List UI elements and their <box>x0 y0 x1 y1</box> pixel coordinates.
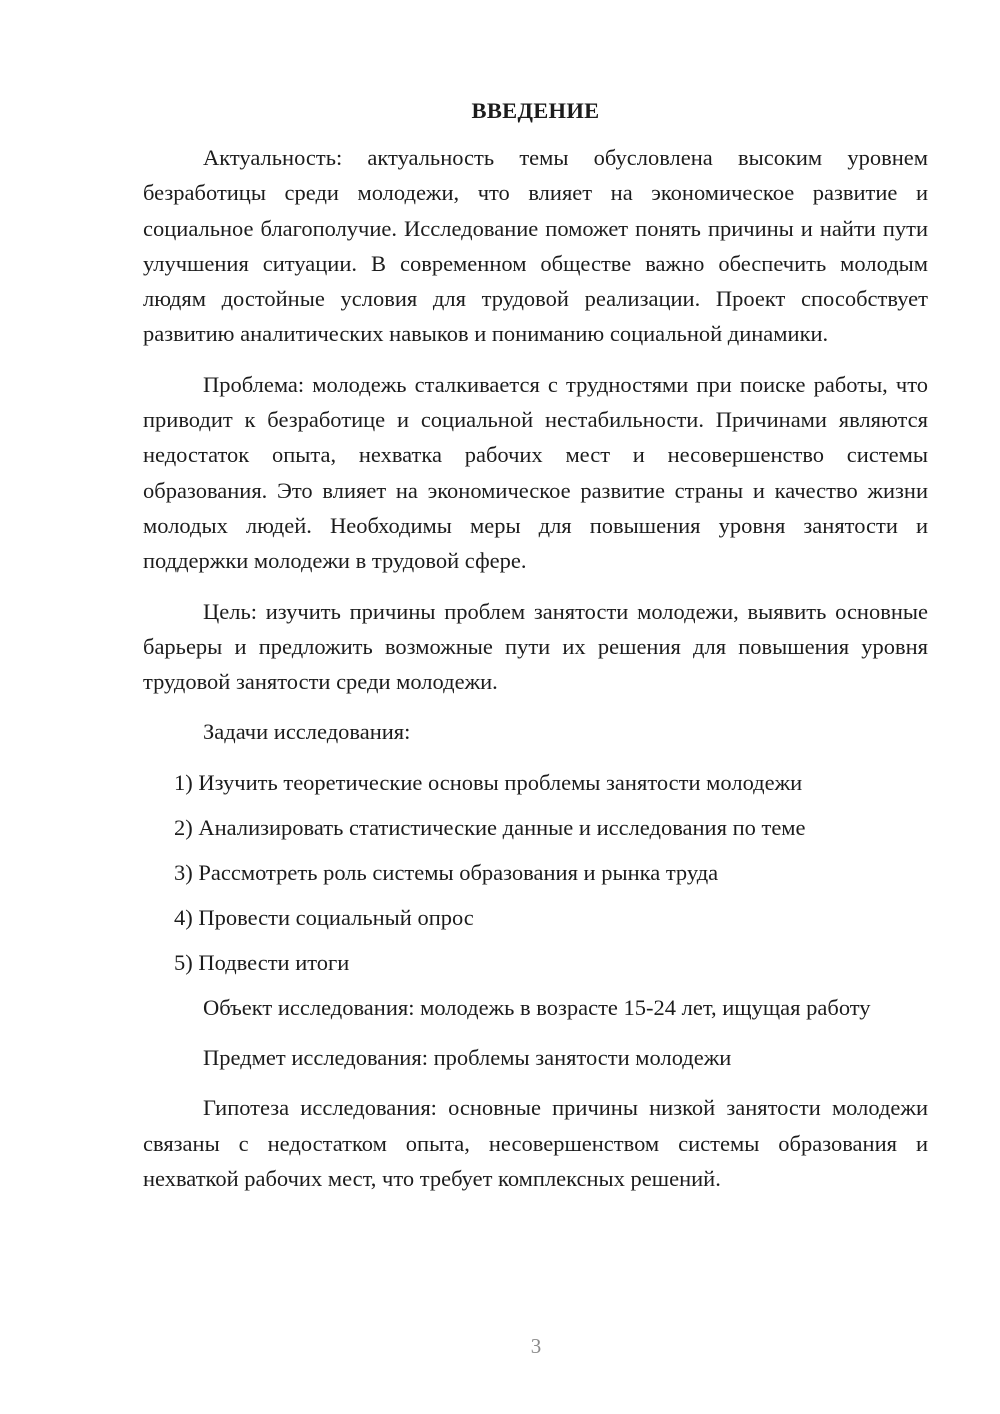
goal-paragraph: Цель: изучить причины проблем занятости молодежи, выявить основные барьеры и предложить возможные пути их решения для повышения уровня трудовой занятости среди молодежи. <box>143 598 928 695</box>
problem-paragraph: Проблема: молодежь сталкивается с трудностями при поиске работы, что приводит к безработице и социальной нестабильности. Причинами являются недостаток опыта, нехватка рабочих мест и несовершенство системы образования. Это влияет на экономическое развитие страны и качество жизни молодых людей. Необходимы меры для повышения уровня занятости и поддержки молодежи в трудовой сфере. <box>143 371 928 574</box>
subject-paragraph: Предмет исследования: проблемы занятости молодежи <box>203 1045 732 1071</box>
tasks-list <box>143 765 928 980</box>
page-number: 3 <box>530 1334 542 1358</box>
task-item: 2) Анализировать статистические данные и исследования по теме <box>174 814 806 840</box>
document-page <box>143 96 928 1211</box>
relevance-paragraph: Актуальность: актуальность темы обусловлена высоким уровнем безработицы среди молодежи, что влияет на экономическое развитие и социальное благополучие. Исследование поможет понять причины и найти пути улучшения ситуации. В современном обществе важно обеспечить молодым людям достойные условия для трудовой реализации. Проект способствует развитию аналитических навыков и пониманию социальной динамики. <box>143 145 928 347</box>
tasks-heading: Задачи исследования: <box>203 719 411 745</box>
hypothesis-paragraph: Гипотеза исследования: основные причины низкой занятости молодежи связаны с недостатком опыта, несовершенством системы образования и нехваткой рабочих мест, что требует комплексных решений. <box>143 1095 928 1191</box>
object-paragraph: Объект исследования: молодежь в возрасте 15-24 лет, ищущая работу <box>203 994 871 1020</box>
task-item: 3) Рассмотреть роль системы образования и рынка труда <box>174 859 719 885</box>
task-item: 5) Подвести итоги <box>174 949 350 975</box>
task-item: 4) Провести социальный опрос <box>174 904 474 930</box>
task-item: 1) Изучить теоретические основы проблемы занятости молодежи <box>174 769 803 795</box>
section-title: ВВЕДЕНИЕ <box>471 98 600 123</box>
